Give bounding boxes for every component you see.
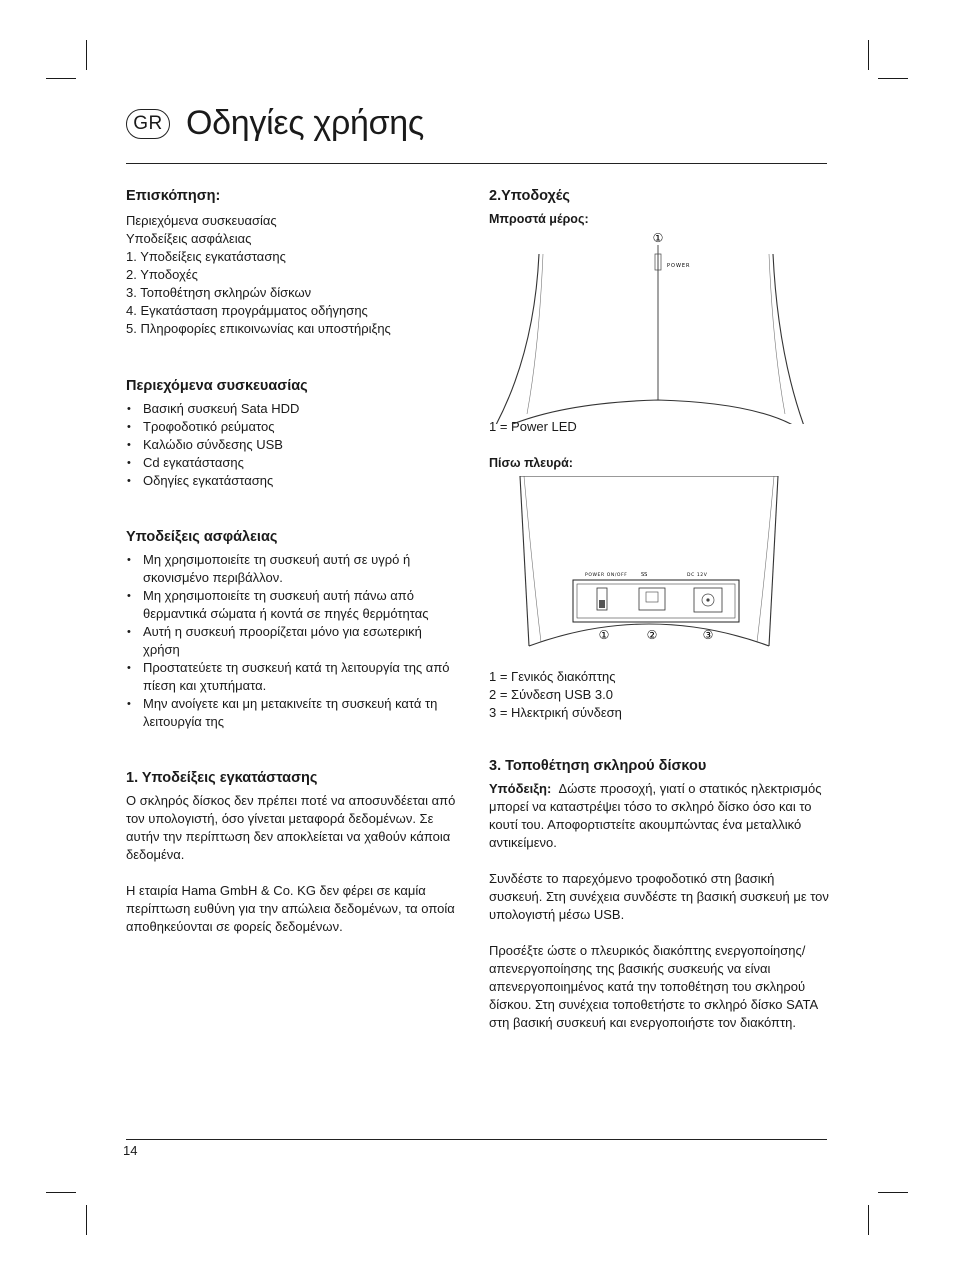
- page-title: Οδηγίες χρήσης: [186, 104, 425, 142]
- list-item: 3. Τοποθέτηση σκληρών δίσκων: [126, 285, 312, 300]
- back-view-drawing: [489, 476, 809, 652]
- list-item: • Cd εγκατάστασης: [126, 454, 461, 472]
- dc-label: DC 12V: [687, 573, 708, 578]
- install-heading: 1. Υποδείξεις εγκατάστασης: [126, 770, 318, 786]
- right-column: [489, 186, 829, 1032]
- list-item: 4. Εγκατάσταση προγράμματος οδήγησης: [126, 303, 368, 318]
- switch-label: POWER ON/OFF: [585, 573, 628, 578]
- safety-heading: Υποδείξεις ασφάλειας: [126, 529, 278, 545]
- list-item: 2. Υποδοχές: [126, 267, 198, 282]
- power-label: POWER: [667, 263, 691, 269]
- list-item: • Καλώδιο σύνδεσης USB: [126, 436, 461, 454]
- list-item: • Βασική συσκευή Sata HDD: [126, 400, 461, 418]
- mount-heading: 3. Τοποθέτηση σκληρού δίσκου: [489, 758, 707, 774]
- list-item: Υποδείξεις ασφάλειας: [126, 231, 252, 246]
- list-item: • Προστατεύετε τη συσκευή κατά τη λειτουργία της από πίεση και χτυπήματα.: [126, 659, 461, 695]
- overview-section: [126, 186, 461, 338]
- list-item: • Αυτή η συσκευή προορίζεται μόνο για εσωτερική χρήση: [126, 623, 461, 659]
- list-item: 1 = Γενικός διακόπτης: [489, 669, 616, 684]
- left-column: [126, 186, 461, 936]
- mount-paragraph: Συνδέστε το παρεχόμενο τροφοδοτικό στη βασική συσκευή. Στη συνέχεια συνδέστε τη βασική συσκευή με τον υπολογιστή μέσω USB.: [489, 871, 829, 922]
- note-label: Υπόδειξη:: [489, 781, 552, 796]
- crop-mark: [878, 78, 908, 79]
- list-item: 3 = Ηλεκτρική σύνδεση: [489, 705, 622, 720]
- back-caption-list: [489, 668, 829, 722]
- safety-list: [126, 551, 461, 731]
- overview-list: [126, 212, 461, 338]
- safety-section: [126, 527, 461, 731]
- ports-section: [489, 186, 829, 722]
- crop-mark: [46, 78, 76, 79]
- front-view-drawing: [489, 228, 809, 424]
- callout-marker: ①: [598, 628, 610, 642]
- install-section: [126, 768, 461, 936]
- mount-section: [489, 756, 829, 1032]
- crop-mark: [86, 1205, 87, 1235]
- front-caption: 1 = Power LED: [489, 419, 577, 434]
- crop-mark: [868, 1205, 869, 1235]
- crop-mark: [878, 1192, 908, 1193]
- page-number: 14: [123, 1143, 138, 1158]
- front-heading: Μπροστά μέρος:: [489, 212, 589, 226]
- package-section: [126, 376, 461, 490]
- crop-mark: [86, 40, 87, 70]
- overview-heading: Επισκόπηση:: [126, 188, 221, 204]
- list-item: 1. Υποδείξεις εγκατάστασης: [126, 249, 286, 264]
- package-list: [126, 400, 461, 490]
- list-item: 5. Πληροφορίες επικοινωνίας και υποστήριξης: [126, 321, 391, 336]
- list-item: • Τροφοδοτικό ρεύματος: [126, 418, 461, 436]
- back-heading: Πίσω πλευρά:: [489, 456, 573, 470]
- callout-marker: ③: [702, 628, 714, 642]
- mount-note: [489, 780, 829, 852]
- crop-mark: [46, 1192, 76, 1193]
- list-item: • Μη χρησιμοποιείτε τη συσκευή αυτή πάνω από θερμαντικά σώματα ή κοντά σε πηγές θερμότητας: [126, 587, 461, 623]
- list-item: • Οδηγίες εγκατάστασης: [126, 472, 461, 490]
- list-item: • Μη χρησιμοποιείτε τη συσκευή αυτή σε υγρό ή σκονισμένο περιβάλλον.: [126, 551, 461, 587]
- back-view-figure: [489, 476, 809, 652]
- install-paragraph: Η εταιρία Hama GmbH & Co. KG δεν φέρει σε καμία περίπτωση ευθύνη για την απώλεια δεδομένων, τα οποία αποθηκεύονται σε φορείς δεδομένων.: [126, 883, 455, 934]
- callout-marker: ①: [652, 231, 664, 245]
- list-item: 2 = Σύνδεση USB 3.0: [489, 687, 614, 702]
- front-view-figure: [489, 228, 809, 424]
- usb-logo-icon: SS: [641, 572, 648, 578]
- switch-rocker: [599, 600, 605, 608]
- page-header: [126, 100, 827, 164]
- footer-rule: [126, 1139, 827, 1140]
- usb-port: [639, 588, 665, 610]
- language-badge: GR: [126, 109, 170, 139]
- ports-heading: 2.Υποδοχές: [489, 188, 570, 204]
- callout-marker: ②: [646, 628, 658, 642]
- mount-paragraph: Προσέξτε ώστε ο πλευρικός διακόπτης ενεργοποίησης/ απενεργοποίησης της βασικής συσκευής να είναι απενεργοποιημένος κατά την τοποθέτηση του σκληρού δίσκου. Στη συνέχεια τοποθετήστε το σκληρό δίσκο SATA στη βασική συσκευή και ενεργοποιήστε τον διακόπτη.: [489, 943, 818, 1030]
- package-heading: Περιεχόμενα συσκευασίας: [126, 378, 308, 394]
- install-paragraph: Ο σκληρός δίσκος δεν πρέπει ποτέ να αποσυνδέεται από τον υπολογιστή, όσο γίνεται μεταφορά δεδομένων. Σε αυτήν την περίπτωση δεν αποκλείεται να χαθούν κάποια δεδομένα.: [126, 793, 456, 862]
- list-item: • Μην ανοίγετε και μη μετακινείτε τη συσκευή κατά τη λειτουργία της: [126, 695, 461, 731]
- list-item: Περιεχόμενα συσκευασίας: [126, 213, 277, 228]
- crop-mark: [868, 40, 869, 70]
- note-text: Δώστε προσοχή, γιατί ο στατικός ηλεκτρισμός μπορεί να καταστρέψει τόσο το σκληρό δίσκο όσο και το κουτί του. Αποφορτιστείτε ακουμπώντας ένα μεταλλικό αντικείμενο.: [489, 781, 822, 850]
